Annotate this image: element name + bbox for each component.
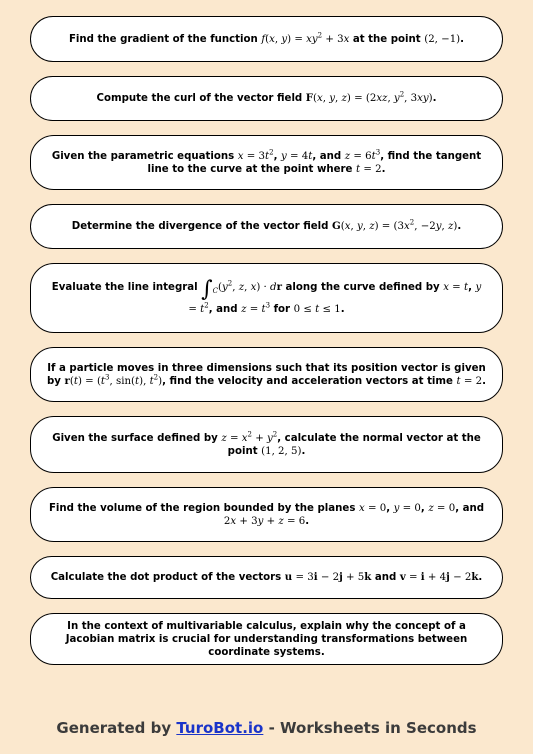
question-card-7 xyxy=(30,416,503,473)
question-text-7: Given the surface defined by $z = x^2 + y^2$, calculate the normal vector at the point (1, 2, 5). xyxy=(52,430,481,457)
question-text-3: Given the parametric equations $x = 3t^2$, y = 4t, and $z = 6t^3$, find the tangent line to the curve at the point where t = 2. xyxy=(51,148,482,175)
footer-prefix: Generated by xyxy=(56,719,177,737)
question-text-2: Compute the curl of the vector field F(x, y, z) = (2xz, $y^2$, 3xy). xyxy=(96,90,437,104)
question-text-4: Determine the divergence of the vector field G(x, y, $z) = (3x^2$, −2y, z). xyxy=(71,218,462,232)
question-text-9: Calculate the dot product of the vectors u = 3i − 2j + 5k and v = i + 4j − 2k. xyxy=(50,571,483,583)
footer-suffix: - Worksheets in Seconds xyxy=(263,719,477,737)
question-text-8: Find the volume of the region bounded by the planes x = 0, y = 0, z = 0, and 2x + 3y + z = 6. xyxy=(48,502,485,527)
turobot-link[interactable]: TuroBot.io xyxy=(176,719,264,737)
footer xyxy=(0,719,533,737)
question-text-1: Find the gradient of the function f(x, $y) = xy^2 + 3x$ at the point (2, −1). xyxy=(68,31,465,45)
question-card-9 xyxy=(30,556,503,599)
question-card-2 xyxy=(30,76,503,121)
question-card-5 xyxy=(30,263,503,333)
question-text-10: In the context of multivariable calculus, explain why the concept of a Jacobian matrix is crucial for understanding transformations between coordinate systems. xyxy=(65,620,468,658)
question-card-6 xyxy=(30,347,503,402)
question-text-5: Evaluate the line integral $\int_C(y^2$, z, x) · dr along the curve defined by x = t, $y = t^2$, and $z = t^3$ for 0 ≤ t ≤ 1. xyxy=(51,276,482,315)
question-card-4 xyxy=(30,204,503,249)
question-card-8 xyxy=(30,487,503,542)
question-text-6: If a particle moves in three dimensions such that its position vector is given by $r(t) = (t^3$, sin(t), $t^2$), find the velocity and acceleration vectors at time t = 2. xyxy=(47,362,486,387)
question-card-10 xyxy=(30,613,503,665)
question-card-3 xyxy=(30,135,503,190)
question-card-1 xyxy=(30,16,503,62)
